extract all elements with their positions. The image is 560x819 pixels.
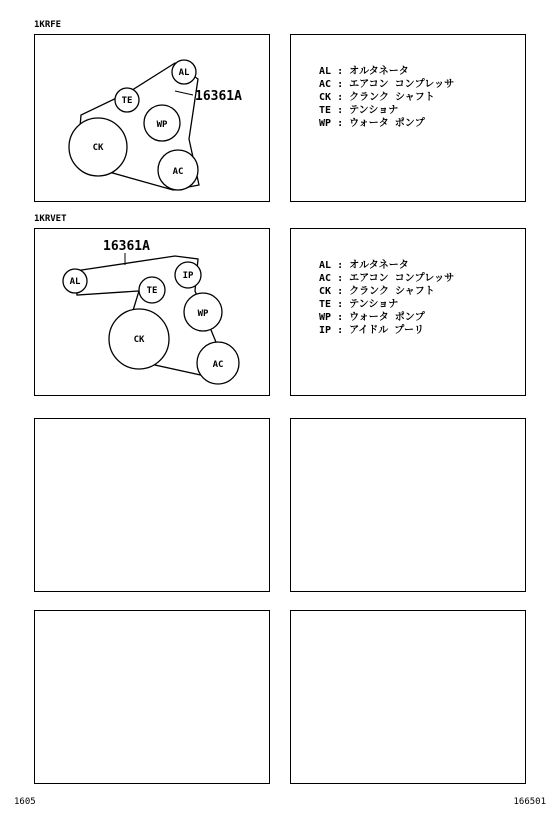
legend-code: IP [319, 325, 332, 336]
belt-diagram-1krfe [35, 35, 271, 203]
legend-row [319, 65, 454, 78]
pulley-label-wp: WP [156, 120, 168, 130]
legend-name: ウォータ ポンプ [349, 118, 425, 129]
pulley-label-al: AL [178, 68, 190, 78]
engine-label-1krfe: 1KRFE [34, 20, 62, 30]
legend-row [319, 259, 454, 272]
legend-row [319, 117, 454, 130]
legend-name: クランク シャフト [349, 92, 435, 103]
legend-code: AC [319, 273, 332, 284]
legend-name: エアコン コンプレッサ [349, 79, 455, 90]
legend-code: CK [319, 92, 332, 103]
legend-sep: : [337, 260, 344, 271]
pulley-label-te: TE [121, 96, 133, 106]
empty-panel-left-2 [34, 610, 270, 784]
legend-row [319, 91, 454, 104]
legend-code: CK [319, 286, 332, 297]
empty-panel-left-1 [34, 418, 270, 592]
legend-sep: : [337, 299, 344, 310]
legend-sep: : [337, 286, 344, 297]
legend-code: AL [319, 260, 332, 271]
legend-row [319, 311, 454, 324]
legend-sep: : [337, 118, 344, 129]
legend-sep: : [337, 325, 344, 336]
legend-sep: : [337, 105, 344, 116]
legend-row [319, 285, 454, 298]
legend-row [319, 298, 454, 311]
diagram-code: 166501 [513, 797, 546, 807]
pulley-label-ac: AC [212, 360, 224, 370]
empty-panel-right-2 [290, 610, 526, 784]
legend-name: ウォータ ポンプ [349, 312, 425, 323]
belt-diagram-1krvet [35, 229, 271, 397]
engine-label-1krvet: 1KRVET [34, 214, 67, 224]
empty-panel-right-1 [290, 418, 526, 592]
part-number: 16361A [103, 239, 150, 254]
legend-sep: : [337, 312, 344, 323]
legend-name: オルタネータ [349, 66, 409, 77]
legend-panel-1krvet [290, 228, 526, 396]
pulley-label-ac: AC [172, 167, 184, 177]
legend-code: TE [319, 105, 332, 116]
part-number: 16361A [195, 89, 242, 104]
legend-row [319, 272, 454, 285]
legend-1krfe [319, 65, 454, 130]
legend-name: アイドル プーリ [349, 325, 424, 336]
legend-name: エアコン コンプレッサ [349, 273, 455, 284]
legend-name: テンショナ [349, 105, 399, 116]
legend-code: WP [319, 312, 332, 323]
legend-name: テンショナ [349, 299, 399, 310]
legend-row [319, 104, 454, 117]
legend-code: TE [319, 299, 332, 310]
legend-row [319, 324, 454, 337]
legend-sep: : [337, 273, 344, 284]
pulley-label-ck: CK [133, 335, 145, 345]
pulley-label-te: TE [146, 286, 158, 296]
legend-sep: : [337, 92, 344, 103]
belt-diagram-panel-1krfe [34, 34, 270, 202]
part-number-leader [175, 91, 193, 95]
legend-sep: : [337, 66, 344, 77]
pulley-label-al: AL [69, 277, 81, 287]
legend-code: AC [319, 79, 332, 90]
legend-code: WP [319, 118, 332, 129]
pulley-label-ck: CK [92, 143, 104, 153]
pulley-label-wp: WP [197, 309, 209, 319]
page-code: 1605 [14, 797, 36, 807]
legend-panel-1krfe [290, 34, 526, 202]
legend-code: AL [319, 66, 332, 77]
legend-sep: : [337, 79, 344, 90]
legend-name: クランク シャフト [349, 286, 435, 297]
pulley-label-ip: IP [182, 271, 194, 281]
legend-name: オルタネータ [349, 260, 409, 271]
belt-diagram-panel-1krvet [34, 228, 270, 396]
legend-1krvet [319, 259, 454, 337]
legend-row [319, 78, 454, 91]
